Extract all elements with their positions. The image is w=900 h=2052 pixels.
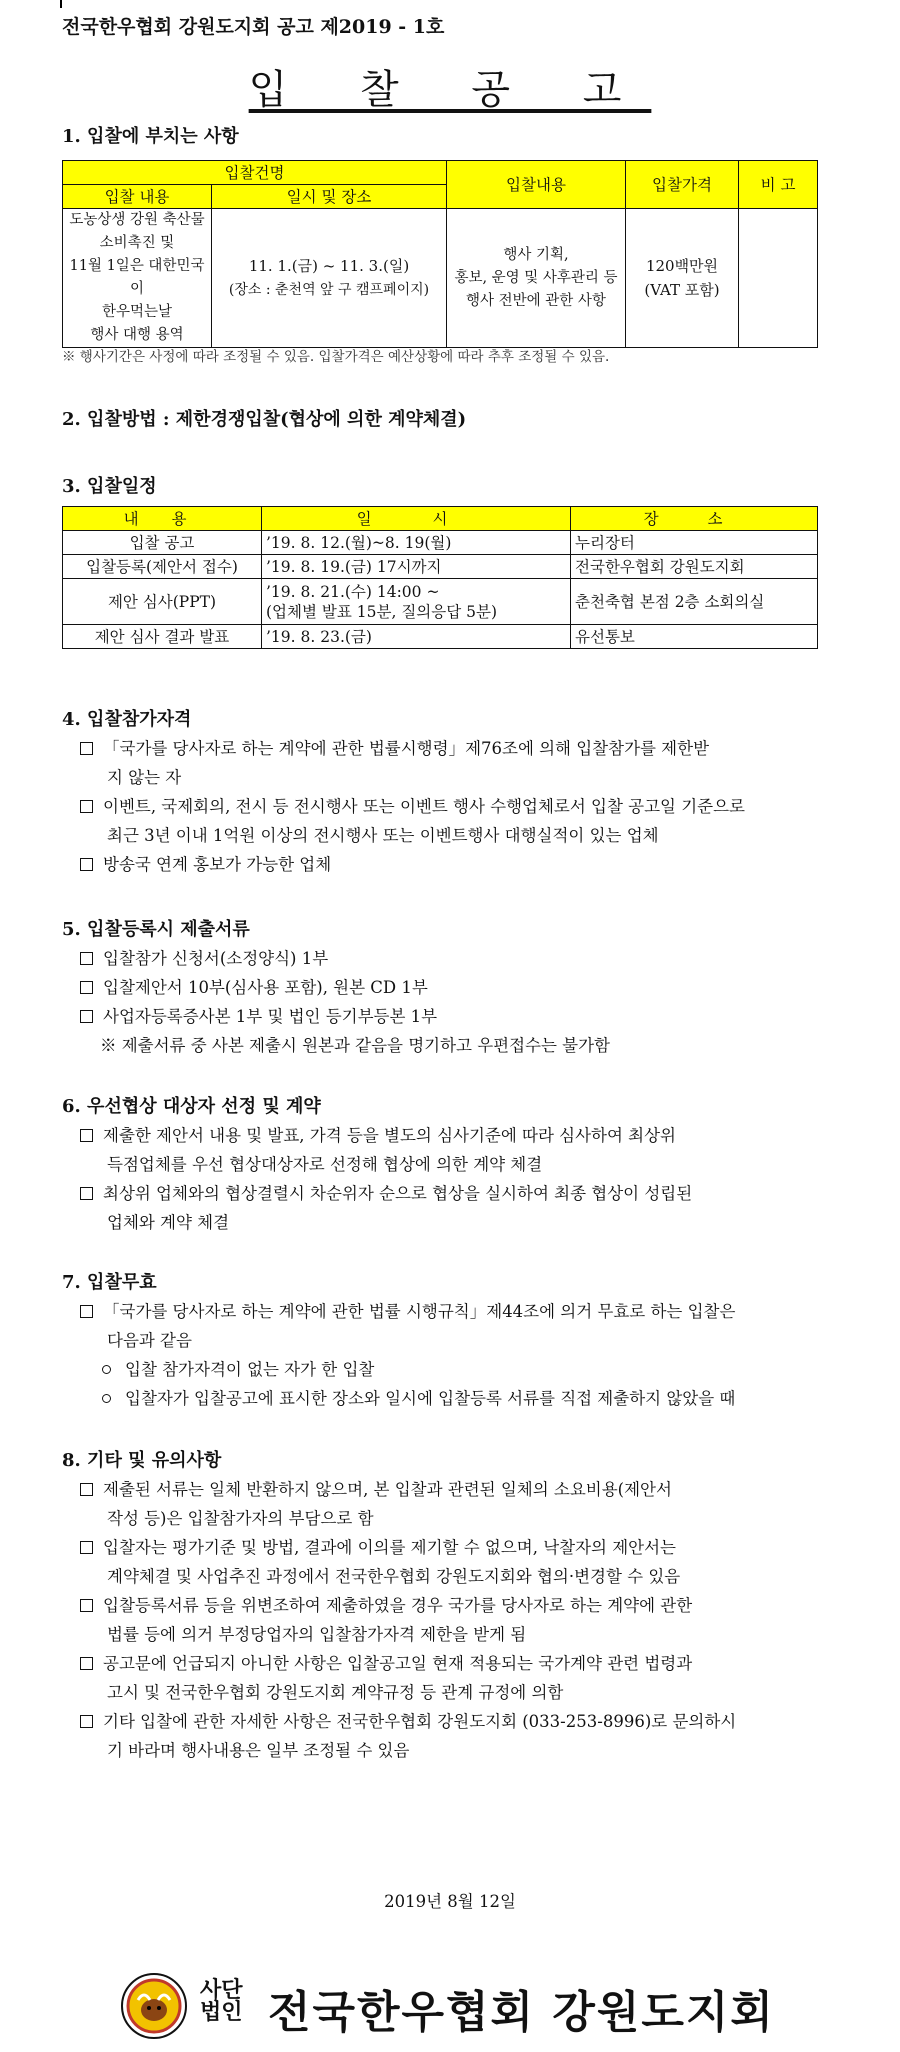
checkbox-icon (80, 981, 93, 994)
document-item: 입찰제안서 10부(심사용 포함), 원본 CD 1부 (80, 973, 428, 1002)
section-4-heading: 4. 입찰참가자격 (62, 709, 192, 730)
org-type: 사단 법인 (200, 1978, 243, 2025)
place-line: (장소 : 춘천역 앞 구 캠프페이지) (228, 282, 430, 298)
schedule-datetime-line: ’19. 8. 21.(수) 14:00 ~ (266, 582, 440, 601)
notice-item: 입찰자는 평가기준 및 방법, 결과에 이의를 제기할 수 없으며, 낙찰자의 제안서는 계약체결 및 사업추진 과정에서 전국한우협회 강원도지회와 협의·변경할 수 있음 (80, 1533, 680, 1591)
checkbox-icon (80, 742, 93, 755)
section-2-heading: 2. 입찰방법 : 제한경쟁입찰(협상에 의한 계약체결) (62, 409, 467, 430)
th-bid-detail: 입찰내용 (447, 161, 626, 209)
th-bid-content: 입찰 내용 (63, 185, 212, 209)
notice-item: 공고문에 언급되지 아니한 사항은 입찰공고일 현재 적용되는 국가계약 관련 법령과 고시 및 전국한우협회 강원도지회 계약규정 등 관계 규정에 의함 (80, 1649, 692, 1707)
organization-name: 전국한우협회 강원도지회 (268, 1987, 775, 2038)
qualification-item: 방송국 연계 홍보가 가능한 업체 (80, 850, 331, 879)
checkbox-icon (80, 1599, 93, 1612)
checkbox-icon (80, 1187, 93, 1200)
datetime-line: 11. 1.(금) ~ 11. 3.(일) (248, 257, 410, 275)
bid-name-line: 한우먹는날 (101, 304, 173, 320)
checkbox-icon (80, 1010, 93, 1023)
document-note: ※ 제출서류 중 사본 제출시 원본과 같음을 명기하고 우편접수는 불가함 (100, 1036, 610, 1055)
cell-bid-detail (447, 209, 626, 348)
schedule-content: 제안 심사(PPT) (63, 579, 262, 625)
schedule-table (62, 506, 818, 649)
notice-item: 입찰등록서류 등을 위변조하여 제출하였을 경우 국가를 당사자로 하는 계약에 관한 법률 등에 의거 부정당업자의 입찰참가자격 제한을 받게 됨 (80, 1591, 692, 1649)
schedule-place: 춘천축협 본점 2층 소회의실 (571, 579, 818, 625)
price-line: (VAT 포함) (644, 281, 720, 299)
bid-name-line: 행사 대행 용역 (90, 327, 184, 343)
bid-name-line: 소비촉진 및 (99, 235, 175, 251)
schedule-content: 제안 심사 결과 발표 (63, 625, 262, 649)
section-7-heading: 7. 입찰무효 (62, 1272, 157, 1293)
checkbox-icon (80, 1541, 93, 1554)
checkbox-icon (80, 1129, 93, 1142)
th-bid-name: 입찰건명 (63, 161, 447, 185)
checkbox-icon (80, 858, 93, 871)
qualification-item: 「국가를 당사자로 하는 계약에 관한 법률시행령」제76조에 의해 입찰참가를 제한받 지 않는 자 (80, 734, 709, 792)
schedule-place: 전국한우협회 강원도지회 (571, 555, 818, 579)
detail-line: 행사 기획, (503, 246, 569, 263)
bid-item-table (62, 160, 818, 348)
checkbox-icon (80, 1657, 93, 1670)
th-schedule-content: 내 용 (63, 507, 262, 531)
detail-line: 행사 전반에 관한 사항 (466, 292, 606, 309)
th-bid-price: 입찰가격 (626, 161, 739, 209)
checkbox-icon (80, 800, 93, 813)
schedule-datetime (262, 579, 571, 625)
notice-item: 기타 입찰에 관한 자세한 사항은 전국한우협회 강원도지회 (033-253-8996)로 문의하시 기 바라며 행사내용은 일부 조정될 수 있음 (80, 1707, 736, 1765)
bid-name-line: 11월 1일은 대한민국이 (69, 258, 205, 297)
th-schedule-datetime: 일 시 (262, 507, 571, 531)
schedule-datetime: ’19. 8. 19.(금) 17시까지 (262, 555, 571, 579)
checkbox-icon (80, 1483, 93, 1496)
schedule-place: 유선통보 (571, 625, 818, 649)
schedule-content: 입찰등록(제안서 접수) (63, 555, 262, 579)
schedule-place: 누리장터 (571, 531, 818, 555)
circle-bullet-icon (102, 1394, 111, 1403)
cell-datetime-place (212, 209, 447, 348)
invalid-bid-item: 「국가를 당사자로 하는 계약에 관한 법률 시행규칙」제44조에 의거 무효로 하는 입찰은 다음과 같음 (80, 1297, 735, 1355)
checkbox-icon (80, 1715, 93, 1728)
checkbox-icon (80, 1305, 93, 1318)
circle-bullet-icon (102, 1365, 111, 1374)
schedule-datetime-line: (업체별 발표 15분, 질의응답 5분) (266, 602, 498, 621)
notice-number: 전국한우협회 강원도지회 공고 제2019 - 1호 (62, 16, 445, 38)
cell-bid-price (626, 209, 739, 348)
page-title: 입 찰 공 고 (248, 67, 652, 113)
schedule-content: 입찰 공고 (63, 531, 262, 555)
invalid-bid-subitem: 입찰자가 입찰공고에 표시한 장소와 일시에 입찰등록 서류를 직접 제출하지 않았을 때 (102, 1384, 735, 1413)
section-1-heading: 1. 입찰에 부치는 사항 (62, 126, 239, 147)
th-datetime-place: 일시 및 장소 (212, 185, 447, 209)
announcement-date: 2019년 8월 12일 (384, 1892, 516, 1911)
th-schedule-place: 장 소 (571, 507, 818, 531)
association-logo-icon (120, 1972, 188, 2040)
negotiation-item: 제출한 제안서 내용 및 발표, 가격 등을 별도의 심사기준에 따라 심사하여 최상위 득점업체를 우선 협상대상자로 선정해 협상에 의한 계약 체결 (80, 1121, 676, 1179)
detail-line: 홍보, 운영 및 사후관리 등 (454, 269, 618, 286)
section-8-heading: 8. 기타 및 유의사항 (62, 1450, 222, 1471)
section-6-heading: 6. 우선협상 대상자 선정 및 계약 (62, 1096, 321, 1117)
bid-name-line: 도농상생 강원 축산물 (69, 212, 205, 228)
cell-note (739, 209, 818, 348)
section-1-footnote: ※ 행사기간은 사정에 따라 조정될 수 있음. 입찰가격은 예산상황에 따라 추후 조정될 수 있음. (62, 349, 610, 365)
schedule-datetime: ’19. 8. 23.(금) (262, 625, 571, 649)
price-line: 120백만원 (645, 257, 719, 275)
qualification-item: 이벤트, 국제회의, 전시 등 전시행사 또는 이벤트 행사 수행업체로서 입찰 공고일 기준으로 최근 3년 이내 1억원 이상의 전시행사 또는 이벤트행사 대행실적이 있는 업체 (80, 792, 745, 850)
notice-item: 제출된 서류는 일체 반환하지 않으며, 본 입찰과 관련된 일체의 소요비용(제안서 작성 등)은 입찰참가자의 부담으로 함 (80, 1475, 672, 1533)
section-5-heading: 5. 입찰등록시 제출서류 (62, 919, 250, 940)
checkbox-icon (80, 952, 93, 965)
negotiation-item: 최상위 업체와의 협상결렬시 차순위자 순으로 협상을 실시하여 최종 협상이 성립된 업체와 계약 체결 (80, 1179, 692, 1237)
top-rule (60, 0, 62, 8)
schedule-datetime: ’19. 8. 12.(월)~8. 19(월) (262, 531, 571, 555)
invalid-bid-subitem: 입찰 참가자격이 없는 자가 한 입찰 (102, 1355, 374, 1384)
document-item: 입찰참가 신청서(소정양식) 1부 (80, 944, 328, 973)
document-item: 사업자등록증사본 1부 및 법인 등기부등본 1부 (80, 1002, 437, 1031)
section-3-heading: 3. 입찰일정 (62, 476, 157, 497)
cell-bid-name (63, 209, 212, 348)
th-note: 비 고 (739, 161, 818, 209)
